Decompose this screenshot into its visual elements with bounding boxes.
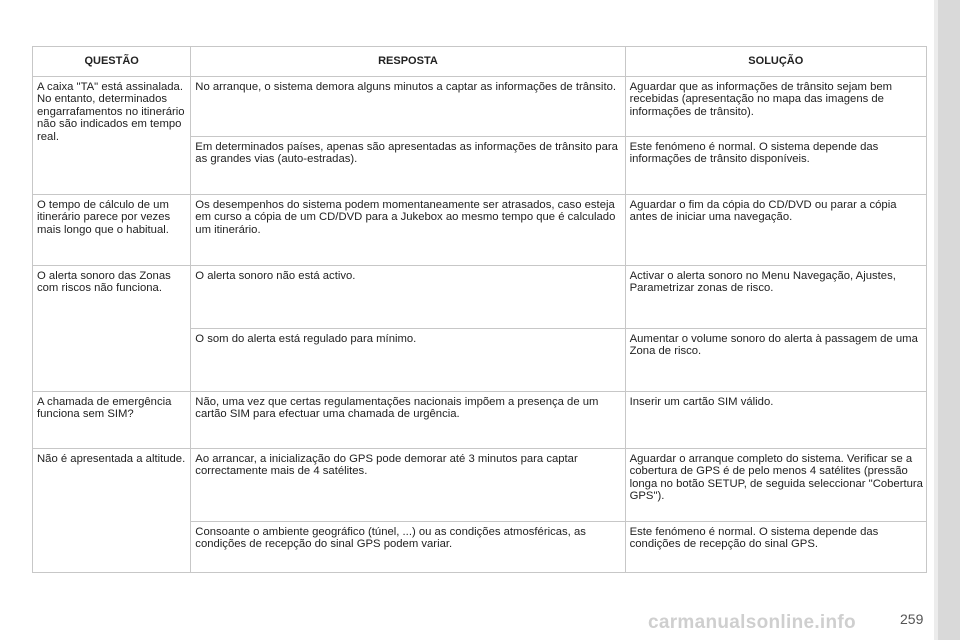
answer-cell: O alerta sonoro não está activo. [191, 266, 625, 329]
answer-cell: Ao arrancar, a inicialização do GPS pode demorar até 3 minutos para captar correctamente mais de 4 satélites. [191, 449, 625, 522]
answer-cell: O som do alerta está regulado para mínimo. [191, 329, 625, 392]
table-row [33, 77, 927, 137]
answer-cell: Em determinados países, apenas são apresentadas as informações de trânsito para as grandes vias (auto-estradas). [191, 137, 625, 195]
watermark: carmanualsonline.info [648, 612, 856, 633]
page-number: 259 [900, 611, 924, 627]
solution-cell: Aumentar o volume sonoro do alerta à passagem de uma Zona de risco. [625, 329, 926, 392]
answer-cell: Consoante o ambiente geográfico (túnel, ...) ou as condições atmosféricas, as condições de recepção do sinal GPS podem variar. [191, 522, 625, 573]
answer-cell: Os desempenhos do sistema podem momentaneamente ser atrasados, caso esteja em curso a cópia de um CD/DVD para a Jukebox ao mesmo tempo que é calculado um itinerário. [191, 195, 625, 266]
table-row [33, 449, 927, 522]
solution-cell: Aguardar o fim da cópia do CD/DVD ou parar a cópia antes de iniciar uma navegação. [625, 195, 926, 266]
table-row [33, 266, 927, 329]
header-answer: RESPOSTA [191, 47, 625, 77]
answer-cell: No arranque, o sistema demora alguns minutos a captar as informações de trânsito. [191, 77, 625, 137]
faq-table [32, 46, 927, 573]
question-cell: A caixa "TA" está assinalada. No entanto, determinados engarrafamentos no itinerário não são indicados em tempo real. [33, 77, 191, 195]
page-side-bar [938, 0, 960, 640]
question-cell: O alerta sonoro das Zonas com riscos não funciona. [33, 266, 191, 392]
solution-cell: Aguardar que as informações de trânsito sejam bem recebidas (apresentação no mapa das imagens de informações de trânsito). [625, 77, 926, 137]
question-cell: A chamada de emergência funciona sem SIM? [33, 392, 191, 449]
solution-cell: Este fenómeno é normal. O sistema depende das condições de recepção do sinal GPS. [625, 522, 926, 573]
table-header-row [33, 47, 927, 77]
header-question: QUESTÃO [33, 47, 191, 77]
solution-cell: Este fenómeno é normal. O sistema depende das informações de trânsito disponíveis. [625, 137, 926, 195]
answer-cell: Não, uma vez que certas regulamentações nacionais impõem a presença de um cartão SIM para efectuar uma chamada de urgência. [191, 392, 625, 449]
table-row [33, 195, 927, 266]
header-solution: SOLUÇÃO [625, 47, 926, 77]
question-cell: O tempo de cálculo de um itinerário parece por vezes mais longo que o habitual. [33, 195, 191, 266]
solution-cell: Aguardar o arranque completo do sistema. Verificar se a cobertura de GPS é de pelo menos 4 satélites (pressão longa no botão SETUP, de seguida seleccionar "Cobertura GPS"). [625, 449, 926, 522]
question-cell: Não é apresentada a altitude. [33, 449, 191, 573]
solution-cell: Activar o alerta sonoro no Menu Navegação, Ajustes, Parametrizar zonas de risco. [625, 266, 926, 329]
table-row [33, 392, 927, 449]
solution-cell: Inserir um cartão SIM válido. [625, 392, 926, 449]
